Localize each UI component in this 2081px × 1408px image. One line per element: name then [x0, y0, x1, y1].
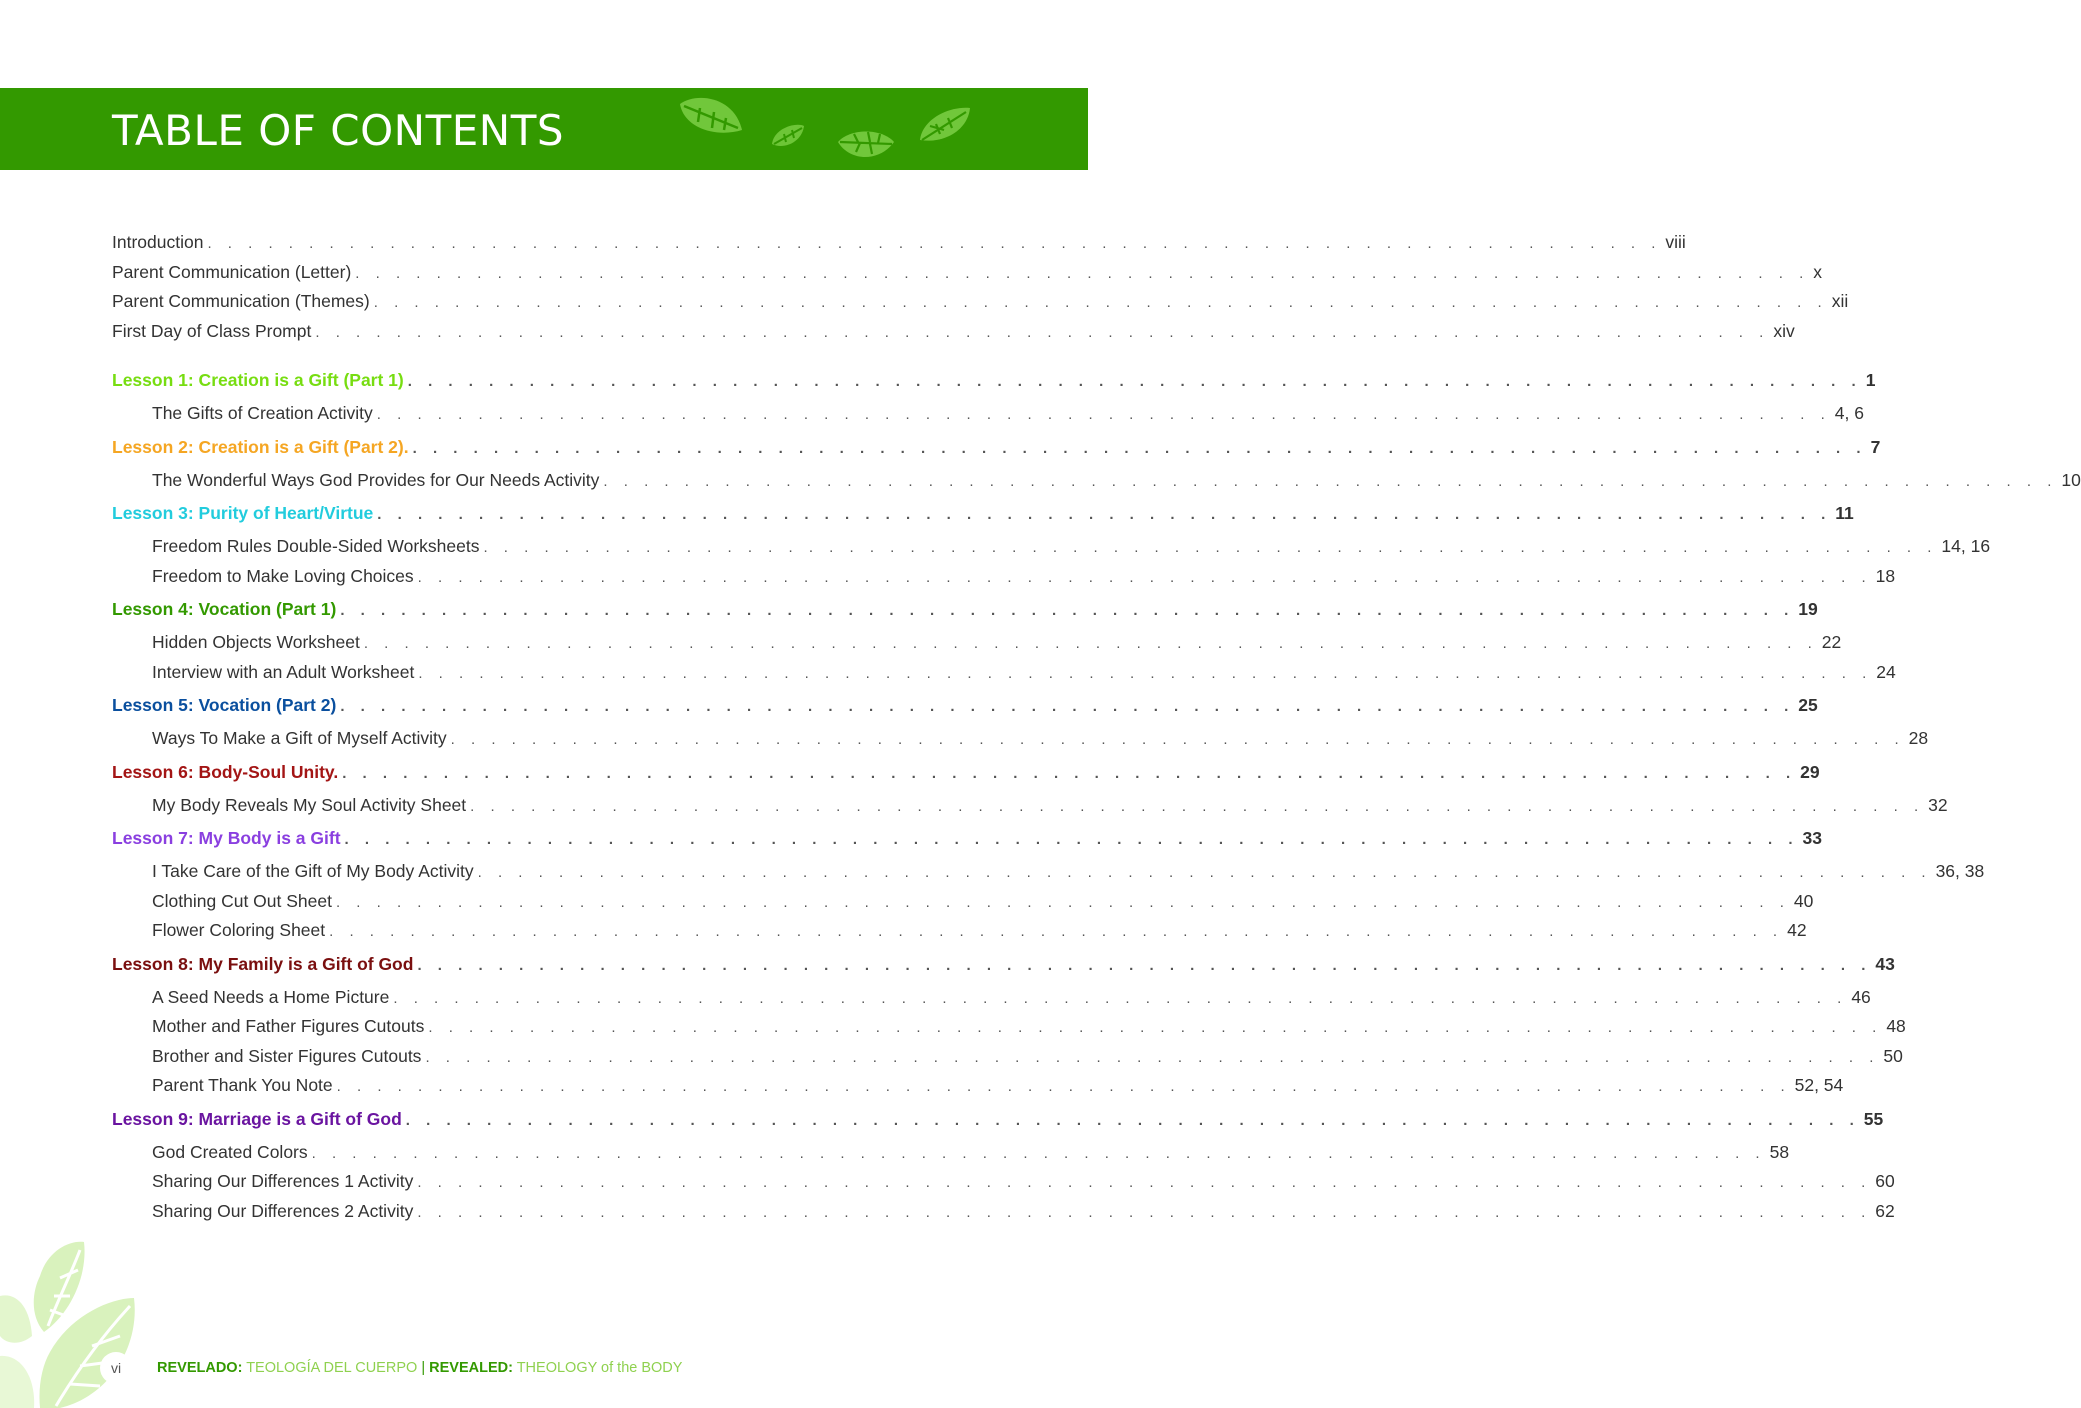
- toc-lesson-3[interactable]: [112, 495, 1854, 532]
- toc-entry-page: 50: [1883, 1045, 1903, 1066]
- toc-subentry[interactable]: [112, 658, 1896, 688]
- toc-entry-page: 36, 38: [1935, 861, 1985, 881]
- lesson-title: Lesson 8: My Family is a Gift of God: [112, 953, 414, 974]
- dot-leader: . . . . . . . . . . . . . . . . . . . . . . . . . . . . . . . . . . . . . . . . . . . . . . . . . . . . . . . . . . . . . . . . . . . . . . . .: [336, 1078, 1791, 1095]
- dot-leader: . . . . . . . . . . . . . . . . . . . . . . . . . . . . . . . . . . . . . . . . . . . . . . . . . . . . . . . . . . . . . . . . . . . . . . . .: [340, 602, 1795, 619]
- toc-entry-label: Parent Communication (Letter): [112, 261, 352, 282]
- toc-entry-label: Flower Coloring Sheet: [152, 920, 326, 940]
- toc-subentry[interactable]: [112, 1138, 1790, 1168]
- toc-lesson-4[interactable]: [112, 591, 1818, 628]
- toc-subentry[interactable]: [112, 983, 1871, 1013]
- lesson-page: 19: [1798, 599, 1818, 619]
- toc-subentry[interactable]: [112, 466, 2081, 496]
- toc-subentry[interactable]: [112, 532, 1991, 562]
- toc-subentry[interactable]: [112, 1012, 1906, 1042]
- toc-entry-page: 40: [1793, 890, 1814, 911]
- dot-leader: . . . . . . . . . . . . . . . . . . . . . . . . . . . . . . . . . . . . . . . . . . . . . . . . . . . . . . . . . . . . . . . . . . . . . . . .: [376, 406, 1831, 423]
- toc-subentry[interactable]: [112, 1167, 1895, 1197]
- dot-leader: . . . . . . . . . . . . . . . . . . . . . . . . . . . . . . . . . . . . . . . . . . . . . . . . . . . . . . . . . . . . . . . . . . . . . . . .: [603, 472, 2058, 490]
- toc-entry-page: 22: [1821, 632, 1842, 652]
- dot-leader: . . . . . . . . . . . . . . . . . . . . . . . . . . . . . . . . . . . . . . . . . . . . . . . . . . . . . . . . . . . . . . . . . . . . . . . .: [428, 1019, 1883, 1036]
- footer-brand-es-bold: REVELADO:: [157, 1360, 243, 1376]
- toc-subentry[interactable]: [112, 399, 1864, 429]
- leaf-icon: [676, 94, 746, 138]
- dot-leader: . . . . . . . . . . . . . . . . . . . . . . . . . . . . . . . . . . . . . . . . . . . . . . . . . . . . . . . . . . . . . . . . . . . . . . . .: [342, 764, 1797, 782]
- toc-entry-page: xii: [1831, 291, 1849, 311]
- dot-leader: . . . . . . . . . . . . . . . . . . . . . . . . . . . . . . . . . . . . . . . . . . . . . . . . . . . . . . . . . . . . . . . . . . . . . . . .: [412, 439, 1867, 457]
- toc-entry-parent-letter[interactable]: [112, 258, 1822, 288]
- toc-subentry[interactable]: [112, 857, 1985, 887]
- footer-separator: |: [421, 1360, 426, 1376]
- toc-entry-label: A Seed Needs a Home Picture: [152, 986, 390, 1007]
- dot-leader: . . . . . . . . . . . . . . . . . . . . . . . . . . . . . . . . . . . . . . . . . . . . . . . . . . . . . . . . . . . . . . . . . . . . . . . .: [407, 373, 1862, 390]
- table-of-contents: [112, 228, 2081, 1226]
- dot-leader: . . . . . . . . . . . . . . . . . . . . . . . . . . . . . . . . . . . . . . . . . . . . . . . . . . . . . . . . . . . . . . . . . . . . . . . .: [355, 264, 1810, 282]
- dot-leader: . . . . . . . . . . . . . . . . . . . . . . . . . . . . . . . . . . . . . . . . . . . . . . . . . . . . . . . . . . . . . . . . . . . . . . . .: [450, 731, 1905, 748]
- lesson-title: Lesson 9: Marriage is a Gift of God: [112, 1108, 402, 1129]
- toc-entry-page: 18: [1875, 565, 1896, 586]
- toc-subentry[interactable]: [112, 887, 1814, 917]
- toc-entry-label: I Take Care of the Gift of My Body Activity: [152, 861, 474, 881]
- toc-lesson-2[interactable]: [112, 429, 1881, 466]
- toc-subentry[interactable]: [112, 1071, 1844, 1101]
- toc-lesson-8[interactable]: [112, 946, 1895, 983]
- toc-entry-label: Parent Communication (Themes): [112, 291, 370, 311]
- dot-leader: . . . . . . . . . . . . . . . . . . . . . . . . . . . . . . . . . . . . . . . . . . . . . . . . . . . . . . . . . . . . . . . . . . . . . . . .: [483, 539, 1938, 556]
- toc-entry-page: viii: [1665, 232, 1686, 252]
- toc-lesson-6[interactable]: [112, 754, 1820, 791]
- footer-brand-es-light: TEOLOGÍA DEL CUERPO: [246, 1360, 418, 1376]
- toc-entry-label: Ways To Make a Gift of Myself Activity: [152, 728, 447, 748]
- footer-brand-en-light: THEOLOGY of the BODY: [516, 1360, 683, 1376]
- toc-entry-label: God Created Colors: [152, 1141, 308, 1162]
- lesson-title: Lesson 2: Creation is a Gift (Part 2).: [112, 436, 409, 457]
- lesson-page: 11: [1835, 503, 1854, 523]
- dot-leader: . . . . . . . . . . . . . . . . . . . . . . . . . . . . . . . . . . . . . . . . . . . . . . . . . . . . . . . . . . . . . . . . . . . . . . . .: [425, 1048, 1880, 1066]
- toc-lesson-7[interactable]: [112, 820, 1822, 857]
- toc-lesson-1[interactable]: [112, 362, 1876, 399]
- lesson-page: 29: [1800, 761, 1820, 782]
- toc-entry-page: x: [1813, 261, 1822, 282]
- toc-entry-label: Mother and Father Figures Cutouts: [152, 1016, 425, 1036]
- dot-leader: . . . . . . . . . . . . . . . . . . . . . . . . . . . . . . . . . . . . . . . . . . . . . . . . . . . . . . . . . . . . . . . . . . . . . . . .: [207, 235, 1662, 252]
- toc-entry-label: My Body Reveals My Soul Activity Sheet: [152, 794, 467, 815]
- toc-subentry[interactable]: [112, 1197, 1895, 1227]
- toc-subentry[interactable]: [112, 1042, 1903, 1072]
- leaf-icon: [836, 126, 896, 164]
- lesson-page: 55: [1863, 1108, 1884, 1129]
- toc-subentry[interactable]: [112, 628, 1842, 658]
- page-title: TABLE OF CONTENTS: [112, 106, 565, 155]
- dot-leader: . . . . . . . . . . . . . . . . . . . . . . . . . . . . . . . . . . . . . . . . . . . . . . . . . . . . . . . . . . . . . . . . . . . . . . . .: [373, 294, 1828, 311]
- title-banner: [0, 88, 1088, 170]
- dot-leader: . . . . . . . . . . . . . . . . . . . . . . . . . . . . . . . . . . . . . . . . . . . . . . . . . . . . . . . . . . . . . . . . . . . . . . . .: [417, 1203, 1872, 1221]
- lesson-title: Lesson 5: Vocation (Part 2): [112, 695, 337, 715]
- toc-entry-label: Clothing Cut Out Sheet: [152, 890, 332, 911]
- page-footer: [0, 1330, 1088, 1408]
- lesson-page: 43: [1875, 953, 1895, 974]
- dot-leader: . . . . . . . . . . . . . . . . . . . . . . . . . . . . . . . . . . . . . . . . . . . . . . . . . . . . . . . . . . . . . . . . . . . . . . . .: [335, 893, 1790, 911]
- leaf-icon: [918, 106, 972, 144]
- dot-leader: . . . . . . . . . . . . . . . . . . . . . . . . . . . . . . . . . . . . . . . . . . . . . . . . . . . . . . . . . . . . . . . . . . . . . . . .: [417, 956, 1872, 974]
- toc-entry-page: 52, 54: [1794, 1075, 1844, 1095]
- dot-leader: . . . . . . . . . . . . . . . . . . . . . . . . . . . . . . . . . . . . . . . . . . . . . . . . . . . . . . . . . . . . . . . . . . . . . . . .: [377, 506, 1832, 523]
- toc-entry-introduction[interactable]: [112, 228, 1686, 258]
- dot-leader: . . . . . . . . . . . . . . . . . . . . . . . . . . . . . . . . . . . . . . . . . . . . . . . . . . . . . . . . . . . . . . . . . . . . . . . .: [393, 989, 1848, 1007]
- toc-entry-page: 32: [1928, 794, 1948, 815]
- leaf-icon: [770, 122, 806, 150]
- dot-leader: . . . . . . . . . . . . . . . . . . . . . . . . . . . . . . . . . . . . . . . . . . . . . . . . . . . . . . . . . . . . . . . . . . . . . . . .: [363, 635, 1818, 652]
- dot-leader: . . . . . . . . . . . . . . . . . . . . . . . . . . . . . . . . . . . . . . . . . . . . . . . . . . . . . . . . . . . . . . . . . . . . . . . .: [417, 1174, 1872, 1191]
- dot-leader: . . . . . . . . . . . . . . . . . . . . . . . . . . . . . . . . . . . . . . . . . . . . . . . . . . . . . . . . . . . . . . . . . . . . . . . .: [344, 831, 1799, 848]
- lesson-page: 33: [1802, 828, 1822, 848]
- toc-entry-label: Brother and Sister Figures Cutouts: [152, 1045, 422, 1066]
- footer-brand-en-bold: REVEALED:: [429, 1360, 513, 1376]
- dot-leader: . . . . . . . . . . . . . . . . . . . . . . . . . . . . . . . . . . . . . . . . . . . . . . . . . . . . . . . . . . . . . . . . . . . . . . . .: [329, 923, 1784, 940]
- dot-leader: . . . . . . . . . . . . . . . . . . . . . . . . . . . . . . . . . . . . . . . . . . . . . . . . . . . . . . . . . . . . . . . . . . . . . . . .: [340, 698, 1795, 715]
- toc-entry-label: First Day of Class Prompt: [112, 320, 312, 341]
- toc-entry-parent-themes[interactable]: [112, 287, 1849, 317]
- toc-lesson-5[interactable]: [112, 687, 1818, 724]
- toc-subentry[interactable]: [112, 724, 1929, 754]
- toc-entry-page: 24: [1876, 661, 1896, 682]
- toc-entry-label: Parent Thank You Note: [152, 1075, 333, 1095]
- dot-leader: . . . . . . . . . . . . . . . . . . . . . . . . . . . . . . . . . . . . . . . . . . . . . . . . . . . . . . . . . . . . . . . . . . . . . . . .: [417, 568, 1872, 586]
- toc-entry-label: Freedom to Make Loving Choices: [152, 565, 414, 586]
- dot-leader: . . . . . . . . . . . . . . . . . . . . . . . . . . . . . . . . . . . . . . . . . . . . . . . . . . . . . . . . . . . . . . . . . . . . . . . .: [315, 323, 1770, 341]
- lesson-title: Lesson 4: Vocation (Part 1): [112, 599, 337, 619]
- dot-leader: . . . . . . . . . . . . . . . . . . . . . . . . . . . . . . . . . . . . . . . . . . . . . . . . . . . . . . . . . . . . . . . . . . . . . . . .: [311, 1144, 1766, 1162]
- dot-leader: . . . . . . . . . . . . . . . . . . . . . . . . . . . . . . . . . . . . . . . . . . . . . . . . . . . . . . . . . . . . . . . . . . . . . . . .: [418, 664, 1873, 682]
- toc-entry-page: 62: [1875, 1200, 1895, 1221]
- toc-entry-page: 48: [1886, 1016, 1906, 1036]
- toc-subentry[interactable]: [112, 791, 1948, 821]
- toc-entry-page: 46: [1851, 986, 1871, 1007]
- toc-entry-page: 28: [1908, 728, 1929, 748]
- toc-entry-page: 42: [1787, 920, 1807, 940]
- toc-entry-label: Introduction: [112, 232, 204, 252]
- lesson-title: Lesson 7: My Body is a Gift: [112, 828, 341, 848]
- toc-entry-label: The Gifts of Creation Activity: [152, 403, 373, 423]
- toc-entry-label: The Wonderful Ways God Provides for Our Needs Activity: [152, 469, 600, 490]
- toc-entry-page: 58: [1769, 1141, 1790, 1162]
- dot-leader: . . . . . . . . . . . . . . . . . . . . . . . . . . . . . . . . . . . . . . . . . . . . . . . . . . . . . . . . . . . . . . . . . . . . . . . .: [405, 1111, 1860, 1129]
- lesson-title: Lesson 3: Purity of Heart/Virtue: [112, 503, 374, 523]
- toc-lesson-9[interactable]: [112, 1101, 1884, 1138]
- toc-entry-page: 14, 16: [1941, 536, 1991, 556]
- toc-subentry[interactable]: [112, 916, 1807, 946]
- toc-entry-page: xiv: [1773, 320, 1795, 341]
- toc-entry-label: Interview with an Adult Worksheet: [152, 661, 415, 682]
- toc-entry-first-day[interactable]: [112, 317, 1795, 347]
- lesson-title: Lesson 6: Body-Soul Unity.: [112, 761, 339, 782]
- dot-leader: . . . . . . . . . . . . . . . . . . . . . . . . . . . . . . . . . . . . . . . . . . . . . . . . . . . . . . . . . . . . . . . . . . . . . . . .: [470, 797, 1925, 815]
- lesson-title: Lesson 1: Creation is a Gift (Part 1): [112, 370, 404, 390]
- page-number: vi: [100, 1352, 132, 1384]
- toc-entry-page: 60: [1875, 1171, 1895, 1191]
- lesson-page: 1: [1865, 370, 1876, 390]
- toc-entry-page: 10: [2061, 469, 2081, 490]
- lesson-page: 7: [1870, 436, 1881, 457]
- lesson-page: 25: [1798, 695, 1818, 715]
- toc-entry-label: Sharing Our Differences 2 Activity: [152, 1200, 414, 1221]
- toc-entry-page: 4, 6: [1834, 403, 1864, 423]
- toc-entry-label: Freedom Rules Double-Sided Worksheets: [152, 536, 480, 556]
- toc-entry-label: Sharing Our Differences 1 Activity: [152, 1171, 414, 1191]
- toc-entry-label: Hidden Objects Worksheet: [152, 632, 360, 652]
- toc-subentry[interactable]: [112, 562, 1896, 592]
- dot-leader: . . . . . . . . . . . . . . . . . . . . . . . . . . . . . . . . . . . . . . . . . . . . . . . . . . . . . . . . . . . . . . . . . . . . . . . .: [477, 864, 1932, 881]
- footer-brand: [157, 1360, 682, 1376]
